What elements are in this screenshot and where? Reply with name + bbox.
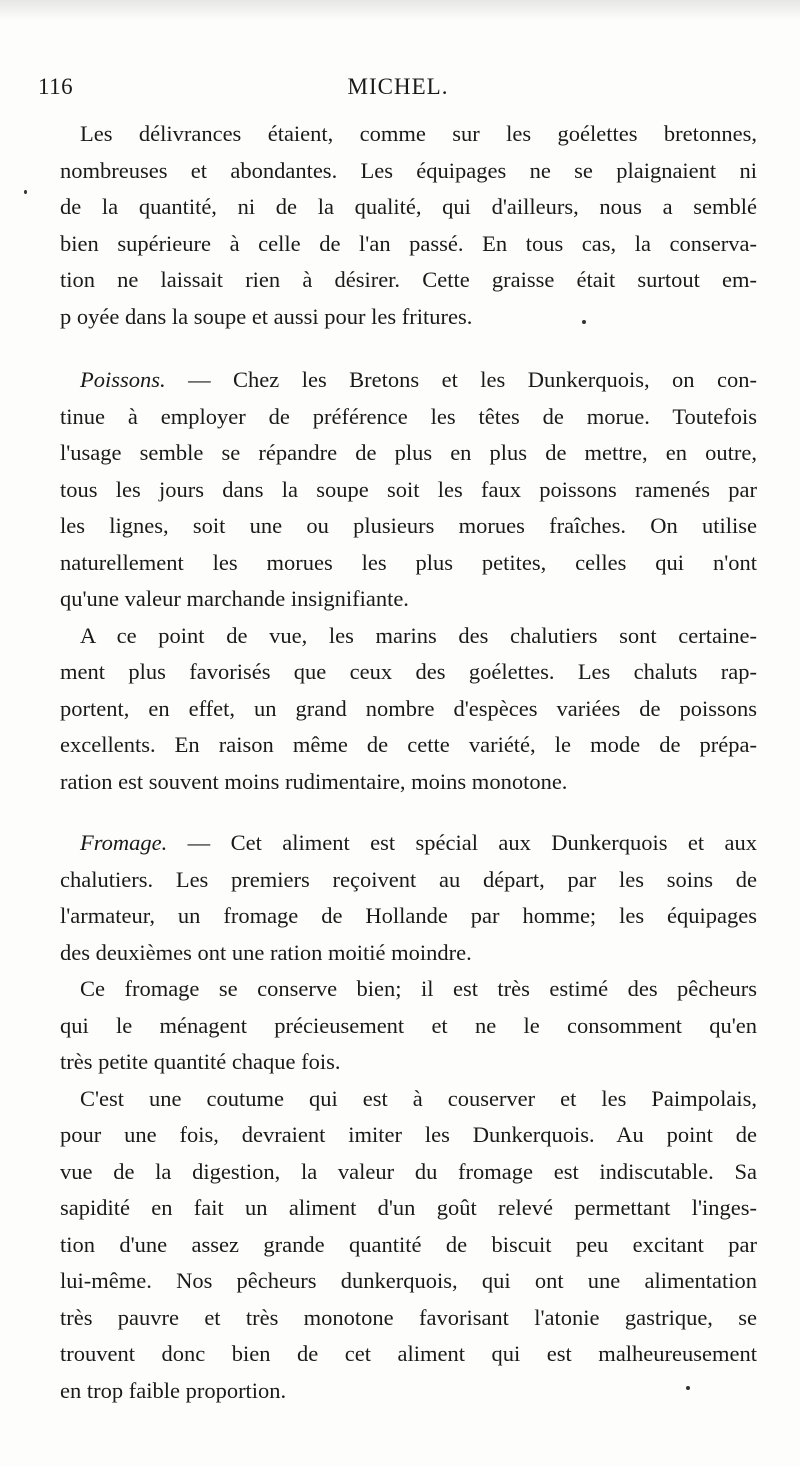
text-line: très pauvre et très monotone favorisant l'atonie gastrique, se	[60, 1304, 757, 1330]
text-line: qu'une valeur marchande insignifiante.	[60, 586, 409, 611]
page-number: 116	[38, 74, 74, 99]
text-line: l'armateur, un fromage de Hollande par homme; les équipages	[60, 903, 757, 928]
paragraph-poissons	[60, 362, 757, 618]
paragraph	[60, 618, 757, 801]
paragraph	[60, 971, 757, 1081]
text-run: — Cet aliment est spécial aux Dunkerquois et aux	[167, 830, 757, 855]
text-line	[60, 362, 757, 399]
text-line: excellents. En raison même de cette variété, le mode de prépa-	[60, 732, 757, 757]
paragraph-gap	[60, 800, 757, 825]
text-line: de la quantité, ni de la qualité, qui d'ailleurs, nous a semblé	[60, 194, 757, 219]
text-line: en trop faible proportion.	[60, 1377, 287, 1403]
text-line	[60, 825, 757, 862]
text-line: portent, en effet, un grand nombre d'espèces variées de poissons	[60, 695, 757, 721]
text-line: tous les jours dans la soupe soit les faux poissons ramenés par	[60, 476, 757, 502]
page-body	[60, 116, 757, 1409]
text-line: Ce fromage se conserve bien; il est très estimé des pêcheurs	[80, 976, 757, 1001]
text-line: tinue à employer de préférence les têtes de morue. Toutefois	[60, 403, 757, 429]
section-title-poissons: Poissons.	[80, 367, 166, 392]
text-line: nombreuses et abondantes. Les équipages ne se plaignaient ni	[60, 157, 757, 183]
text-line: p oyée dans la soupe et aussi pour les fritures.	[60, 303, 473, 329]
text-line: les lignes, soit une ou plusieurs morues fraîches. On utilise	[60, 513, 757, 538]
text-line: C'est une coutume qui est à couserver et les Paimpolais,	[80, 1085, 757, 1111]
text-line: pour une fois, devraient imiter les Dunkerquois. Au point de	[60, 1122, 757, 1147]
text-line: naturellement les morues les plus petites, celles qui n'ont	[60, 549, 757, 575]
paragraph-fromage	[60, 825, 757, 971]
text-line: sapidité en fait un aliment d'un goût relevé permettant l'inges-	[60, 1195, 757, 1220]
section-title-fromage: Fromage.	[80, 830, 168, 855]
text-line: tion ne laissait rien à désirer. Cette graisse était surtout em-	[60, 267, 757, 292]
page-top-shading	[0, 0, 800, 20]
paragraph	[60, 1081, 757, 1410]
text-line: tion d'une assez grande quantité de biscuit peu excitant par	[60, 1231, 757, 1257]
text-line: l'usage semble se répandre de plus en plus de mettre, en outre,	[60, 440, 757, 465]
running-head: MICHEL.	[347, 74, 449, 99]
text-line: des deuxièmes ont une ration moitié moindre.	[60, 939, 472, 965]
scan-speck	[24, 190, 27, 194]
text-line: Les délivrances étaient, comme sur les goélettes bretonnes,	[80, 121, 757, 146]
text-line: A ce point de vue, les marins des chalutiers sont certaine-	[80, 622, 757, 648]
text-line: ration est souvent moins rudimentaire, moins monotone.	[60, 768, 568, 794]
paragraph	[60, 116, 757, 335]
text-line: ment plus favorisés que ceux des goélettes. Les chaluts rap-	[60, 659, 757, 684]
text-line: bien supérieure à celle de l'an passé. En tous cas, la conserva-	[60, 230, 757, 256]
text-line: très petite quantité chaque fois.	[60, 1049, 341, 1074]
page-header	[38, 74, 758, 104]
text-line: trouvent donc bien de cet aliment qui est malheureusement	[60, 1341, 757, 1366]
text-line: qui le ménagent précieusement et ne le consomment qu'en	[60, 1012, 757, 1038]
text-run: — Chez les Bretons et les Dunkerquois, on con-	[165, 367, 757, 392]
scan-speck	[582, 320, 586, 324]
paragraph-gap	[60, 335, 757, 362]
scan-speck	[686, 1386, 690, 1390]
text-line: chalutiers. Les premiers reçoivent au départ, par les soins de	[60, 866, 757, 892]
text-line: lui-même. Nos pêcheurs dunkerquois, qui ont une alimentation	[60, 1268, 757, 1293]
text-line: vue de la digestion, la valeur du fromage est indiscutable. Sa	[60, 1158, 757, 1184]
